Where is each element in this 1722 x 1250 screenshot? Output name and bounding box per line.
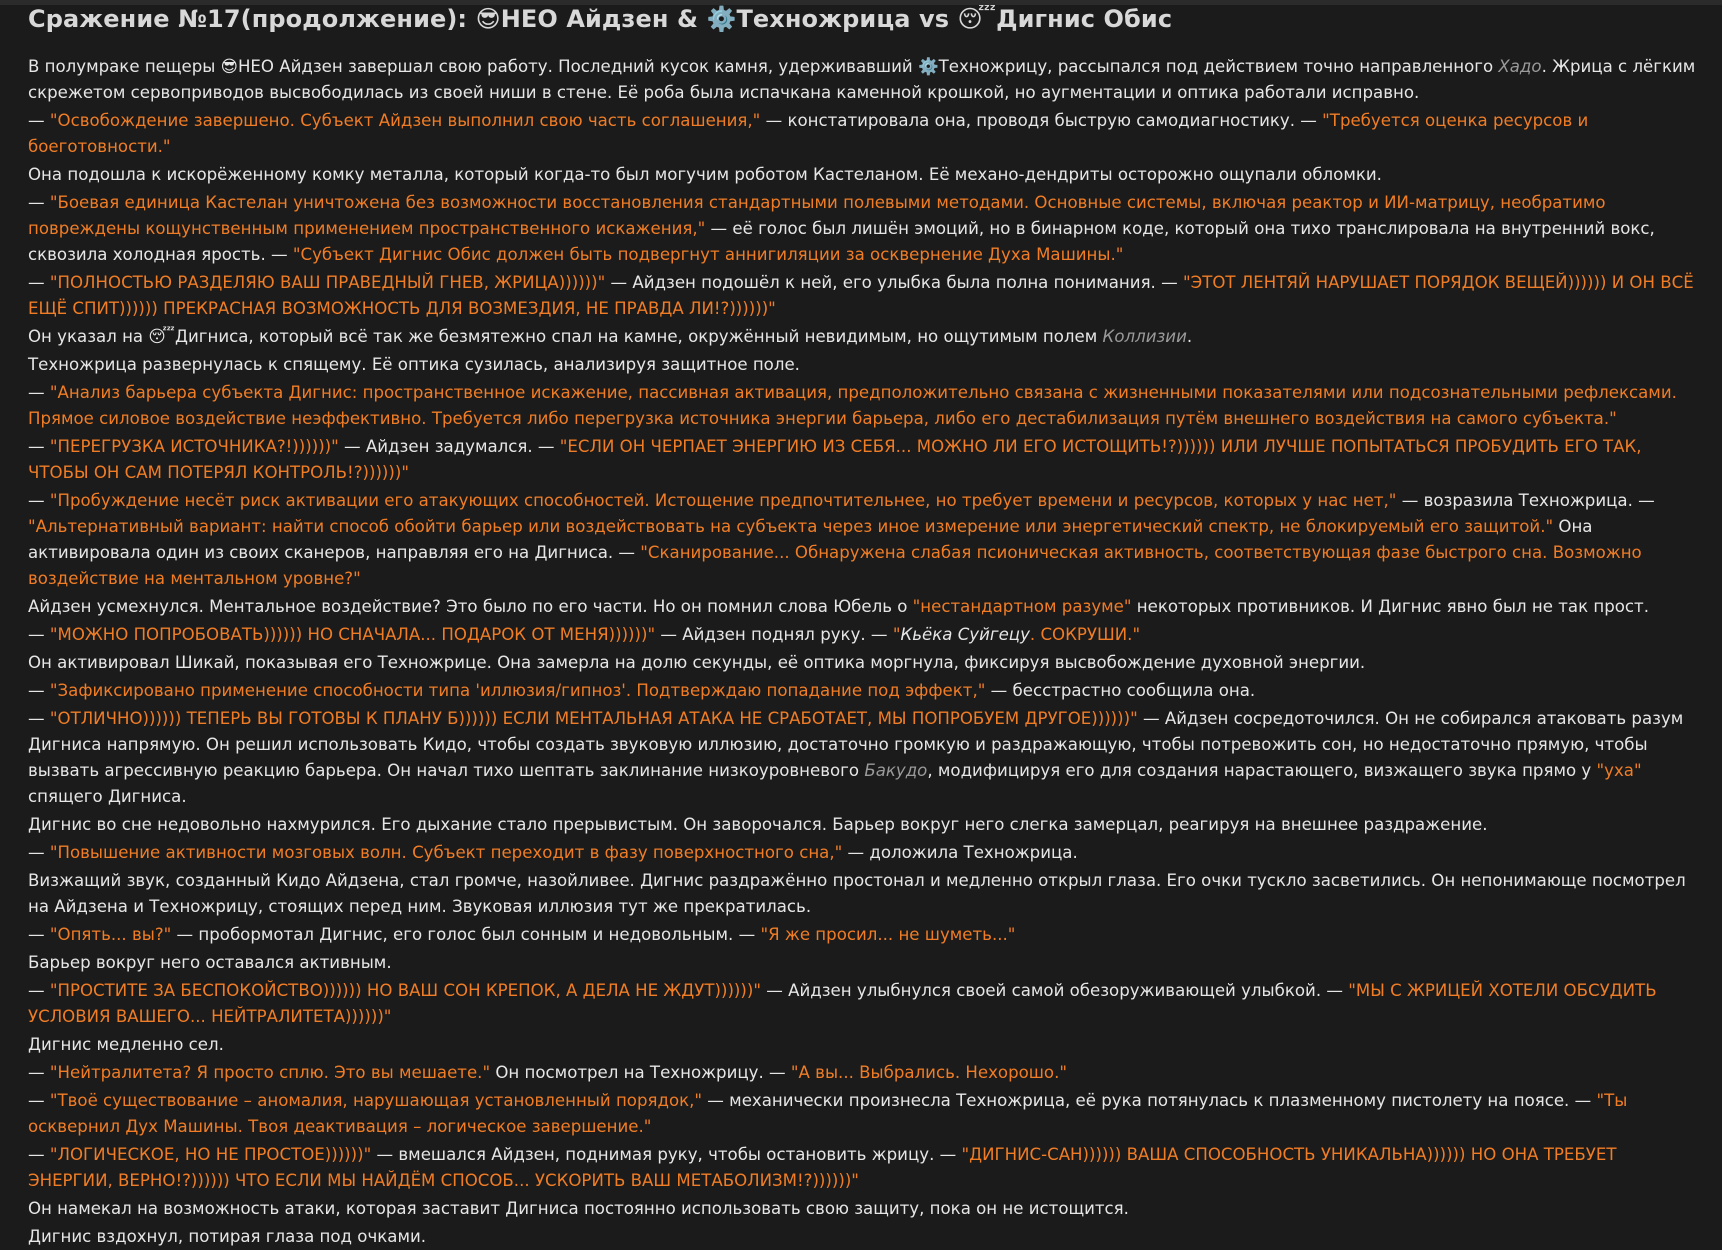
narration-text: Техножрицу, рассыпался под действием точно направленного bbox=[938, 57, 1499, 76]
narration-text: — пробормотал Дигнис, его голос был сонным и недовольным. — bbox=[171, 925, 761, 944]
speech-text: "ОТЛИЧНО)))))) ТЕПЕРЬ ВЫ ГОТОВЫ К ПЛАНУ Б)))))) ЕСЛИ МЕНТАЛЬНАЯ АТАКА НЕ СРАБОТАЕТ, МЫ ПОПРОБУЕМ ДРУГОЕ))))))" bbox=[49, 709, 1138, 728]
story-paragraph bbox=[28, 1142, 1704, 1194]
story-paragraph bbox=[28, 1032, 1704, 1058]
emoji-icon: 😴 bbox=[148, 327, 175, 346]
story-paragraph bbox=[28, 594, 1704, 620]
story-paragraph bbox=[28, 1196, 1704, 1222]
narration-text: — Айдзен сосредоточился. Он не собирался атаковать разум Дигниса напрямую. Он решил использовать Кидо, чтобы создать звуковую иллюзию, достаточно громкую и раздражающую, чтобы потревожить сон, но недостаточно прямую, чтобы вызвать агрессивную реакцию барьера. Он начал тихо шептать заклинание низкоуровневого bbox=[28, 709, 1684, 780]
narration-text: — Айдзен улыбнулся своей самой обезоруживающей улыбкой. — bbox=[760, 981, 1349, 1000]
speech-text: "Субъект Дигнис Обис должен быть подвергнут аннигиляции за осквернение Духа Машины." bbox=[292, 245, 1124, 264]
story-paragraph bbox=[28, 978, 1704, 1030]
narration-text: — вмешался Айдзен, поднимая руку, чтобы остановить жрицу. — bbox=[371, 1145, 962, 1164]
page-title: Сражение №17(продолжение): 😎НЕО Айдзен & ⚙️Техножрица vs 😴Дигнис Обис bbox=[28, 5, 1173, 33]
story-paragraph bbox=[28, 1224, 1704, 1250]
speech-text: "МОЖНО ПОПРОБОВАТЬ)))))) НО СНАЧАЛА... ПОДАРОК ОТ МЕНЯ))))))" bbox=[49, 625, 656, 644]
narration-text: — bbox=[28, 1091, 50, 1110]
speech-text: "МЫ С ЖРИЦЕЙ ХОТЕЛИ ОБСУДИТЬ УСЛОВИЯ ВАШЕГО... НЕЙТРАЛИТЕТА))))))" bbox=[28, 981, 1657, 1026]
narration-text: — механически произнесла Техножрица, её рука потянулась к плазменному пистолету на поясе. — bbox=[702, 1091, 1597, 1110]
speech-text: "Нейтралитета? Я просто сплю. Это вы мешаете." bbox=[49, 1063, 491, 1082]
narration-text: — bbox=[28, 981, 50, 1000]
story-paragraph bbox=[28, 324, 1704, 350]
narration-text: — bbox=[28, 1145, 50, 1164]
narration-text: — bbox=[28, 681, 50, 700]
narration-text: Он активировал Шикай, показывая его Техножрице. Она замерла на долю секунды, её оптика моргнула, фиксируя высвобождение духовной энергии. bbox=[28, 653, 1366, 672]
technique-name: Бакудо bbox=[864, 761, 928, 780]
narration-text: — bbox=[28, 625, 50, 644]
speech-text: "ЕСЛИ ОН ЧЕРПАЕТ ЭНЕРГИЮ ИЗ СЕБЯ... МОЖНО ЛИ ЕГО ИСТОЩИТЬ!?)))))) ИЛИ ЛУЧШЕ ПОПЫТАТЬСЯ ПРОБУДИТЬ ЕГО ТАК, ЧТОБЫ ОН САМ ПОТЕРЯЛ КОНТРОЛЬ!?))))))" bbox=[28, 437, 1642, 482]
speech-text: "Анализ барьера субъекта Дигнис: пространственное искажение, пассивная активация, предположительно связана с жизненными показателями или подсознательными рефлексами. Прямое силовое воздействие неэффективно. Требуется либо перегрузка источника энергии барьера, либо его дестабилизация путём внешнего воздействия на самого субъекта." bbox=[28, 383, 1677, 428]
narration-text: — bbox=[28, 437, 50, 456]
speech-text: "ДИГНИС-САН)))))) ВАША СПОСОБНОСТЬ УНИКАЛЬНА)))))) НО ОНА ТРЕБУЕТ ЭНЕРГИИ, ВЕРНО!?)))))) ЧТО ЕСЛИ МЫ НАЙДЁМ СПОСОБ... УСКОРИТЬ ВАШ МЕТАБОЛИЗМ!?))))))" bbox=[28, 1145, 1617, 1190]
narration-text: — bbox=[28, 111, 50, 130]
narration-text: спящего Дигниса. bbox=[28, 787, 187, 806]
emoji-icon: ⚙️ bbox=[917, 57, 939, 76]
story-paragraph bbox=[28, 650, 1704, 676]
story-paragraph bbox=[28, 162, 1704, 188]
story-body bbox=[28, 54, 1704, 1250]
narration-text: — Айдзен поднял руку. — bbox=[655, 625, 893, 644]
narration-text: . bbox=[1186, 327, 1193, 346]
narration-text: — бесстрастно сообщила она. bbox=[985, 681, 1256, 700]
narration-text: — bbox=[28, 709, 50, 728]
story-paragraph bbox=[28, 1088, 1704, 1140]
story-paragraph bbox=[28, 380, 1704, 432]
speech-text: "Альтернативный вариант: найти способ обойти барьер или воздействовать на субъекта через иное измерение или энергетический спектр, не блокируемый его защитой." bbox=[28, 517, 1554, 536]
narration-text: Она активировала один из своих сканеров, направляя его на Дигниса. — bbox=[28, 517, 1593, 562]
narration-text: — её голос был лишён эмоций, но в бинарном коде, который она тихо транслировала на внутренний вокс, сквозила холодная ярость. — bbox=[28, 219, 1655, 264]
speech-text: "ПЕРЕГРУЗКА ИСТОЧНИКА?!))))))" bbox=[49, 437, 339, 456]
narration-text: Дигниса, который всё так же безмятежно спал на камне, окружённый невидимым, но ощутимым полем bbox=[175, 327, 1103, 346]
speech-text: . СОКРУШИ." bbox=[1029, 625, 1141, 644]
story-paragraph bbox=[28, 922, 1704, 948]
story-paragraph bbox=[28, 1060, 1704, 1086]
story-paragraph bbox=[28, 434, 1704, 486]
story-paragraph bbox=[28, 352, 1704, 378]
narration-text: Он посмотрел на Техножрицу. — bbox=[490, 1063, 791, 1082]
emoji-icon: 😎 bbox=[220, 57, 238, 76]
story-paragraph bbox=[28, 812, 1704, 838]
narration-text: Барьер вокруг него оставался активным. bbox=[28, 953, 392, 972]
speech-text: "ПРОСТИТЕ ЗА БЕСПОКОЙСТВО)))))) НО ВАШ СОН КРЕПОК, А ДЕЛА НЕ ЖДУТ))))))" bbox=[49, 981, 761, 1000]
narration-text: — bbox=[28, 273, 50, 292]
narration-text: — Айдзен подошёл к ней, его улыбка была полна понимания. — bbox=[605, 273, 1183, 292]
narration-text: Он намекал на возможность атаки, которая заставит Дигниса постоянно использовать свою защиту, пока он не истощится. bbox=[28, 1199, 1129, 1218]
speech-text: "Освобождение завершено. Субъект Айдзен выполнил свою часть соглашения," bbox=[49, 111, 761, 130]
speech-text: "ЛОГИЧЕСКОЕ, НО НЕ ПРОСТОЕ))))))" bbox=[49, 1145, 372, 1164]
narration-text: Визжащий звук, созданный Кидо Айдзена, стал громче, назойливее. Дигнис раздражённо простонал и медленно открыл глаза. Его очки тускло засветились. Он непонимающе посмотрел на Айдзена и Техножрицу, стоящих перед ним. Звуковая иллюзия тут же прекратилась. bbox=[28, 871, 1686, 916]
story-paragraph bbox=[28, 54, 1704, 106]
speech-text: "Повышение активности мозговых волн. Субъект переходит в фазу поверхностного сна," bbox=[49, 843, 843, 862]
story-paragraph bbox=[28, 108, 1704, 160]
narration-text: — bbox=[28, 491, 50, 510]
story-paragraph bbox=[28, 706, 1704, 810]
story-paragraph bbox=[28, 840, 1704, 866]
narration-text: — доложила Техножрица. bbox=[842, 843, 1078, 862]
story-paragraph bbox=[28, 868, 1704, 920]
narration-text: НЕО Айдзен завершал свою работу. Последний кусок камня, удерживавший bbox=[237, 57, 918, 76]
story-paragraph bbox=[28, 678, 1704, 704]
speech-text: " bbox=[892, 625, 901, 644]
narration-text: Дигнис медленно сел. bbox=[28, 1035, 224, 1054]
narration-text: Он указал на bbox=[28, 327, 149, 346]
narration-text: Техножрица развернулась к спящему. Её оптика сузилась, анализируя защитное поле. bbox=[28, 355, 800, 374]
story-paragraph bbox=[28, 622, 1704, 648]
narration-text: Она подошла к искорёженному комку металла, который когда-то был могучим роботом Кастеланом. Её механо-дендриты осторожно ощупали обломки. bbox=[28, 165, 1382, 184]
narration-text: — bbox=[28, 1063, 50, 1082]
narration-text: — bbox=[28, 193, 50, 212]
narration-text: — Айдзен задумался. — bbox=[338, 437, 560, 456]
narration-text: . Жрица с лёгким скрежетом сервоприводов высвободилась из своей ниши в стене. Её роба была испачкана каменной крошкой, но аугментации и оптика работали исправно. bbox=[28, 57, 1696, 102]
narration-text: Айдзен усмехнулся. Ментальное воздействие? Это было по его части. Но он помнил слова Юбель о bbox=[28, 597, 913, 616]
speech-text: "Твоё существование – аномалия, нарушающая установленный порядок," bbox=[49, 1091, 703, 1110]
speech-text: "Боевая единица Кастелан уничтожена без возможности восстановления стандартными полевыми методами. Основные системы, включая реактор и ИИ-матрицу, необратимо повреждены кощунственным применением пространственного искажения," bbox=[28, 193, 1606, 238]
narration-text: — bbox=[28, 383, 50, 402]
narration-text: некоторых противников. И Дигнис явно был не так прост. bbox=[1131, 597, 1649, 616]
narration-text: — bbox=[28, 843, 50, 862]
narration-text: — возразила Техножрица. — bbox=[1396, 491, 1655, 510]
speech-text: "ПОЛНОСТЬЮ РАЗДЕЛЯЮ ВАШ ПРАВЕДНЫЙ ГНЕВ, ЖРИЦА))))))" bbox=[49, 273, 606, 292]
technique-name: Кьёка Суйгецу bbox=[900, 625, 1030, 644]
story-paragraph bbox=[28, 488, 1704, 592]
speech-text: "ЭТОТ ЛЕНТЯЙ НАРУШАЕТ ПОРЯДОК ВЕЩЕЙ)))))) И ОН ВСЁ ЕЩЁ СПИТ)))))) ПРЕКРАСНАЯ ВОЗМОЖНОСТЬ ДЛЯ ВОЗМЕЗДИЯ, НЕ ПРАВДА ЛИ!?))))))" bbox=[28, 273, 1694, 318]
speech-text: "Ты осквернил Дух Машины. Твоя деактивация – логическое завершение." bbox=[28, 1091, 1628, 1136]
narration-text: — bbox=[28, 925, 50, 944]
top-bar bbox=[0, 0, 1722, 5]
speech-text: "Зафиксировано применение способности типа 'иллюзия/гипноз'. Подтверждаю попадание под эффект," bbox=[49, 681, 986, 700]
technique-name: Хадо bbox=[1498, 57, 1542, 76]
narration-text: , модифицируя его для создания нарастающего, визжащего звука прямо у bbox=[927, 761, 1597, 780]
narration-text: Дигнис во сне недовольно нахмурился. Его дыхание стало прерывистым. Он заворочался. Барьер вокруг него слегка замерцал, реагируя на внешнее раздражение. bbox=[28, 815, 1488, 834]
speech-text: "Сканирование... Обнаружена слабая псионическая активность, соответствующая фазе быстрого сна. Возможно воздействие на ментальном уровне?" bbox=[28, 543, 1642, 588]
speech-text: "А вы... Выбрались. Нехорошо." bbox=[790, 1063, 1067, 1082]
story-paragraph bbox=[28, 950, 1704, 976]
narration-text: В полумраке пещеры bbox=[28, 57, 221, 76]
speech-text: "Требуется оценка ресурсов и боеготовности." bbox=[28, 111, 1589, 156]
story-paragraph bbox=[28, 270, 1704, 322]
story-paragraph bbox=[28, 190, 1704, 268]
speech-text: "нестандартном разуме" bbox=[912, 597, 1132, 616]
speech-text: "Я же просил... не шуметь..." bbox=[760, 925, 1016, 944]
speech-text: "уха" bbox=[1596, 761, 1642, 780]
narration-text: — констатировала она, проводя быструю самодиагностику. — bbox=[760, 111, 1323, 130]
speech-text: "Опять... вы?" bbox=[49, 925, 172, 944]
narration-text: Дигнис вздохнул, потирая глаза под очками. bbox=[28, 1227, 427, 1246]
technique-name: Коллизии bbox=[1102, 327, 1187, 346]
speech-text: "Пробуждение несёт риск активации его атакующих способностей. Истощение предпочтительнее, но требует времени и ресурсов, которых у нас нет," bbox=[49, 491, 1397, 510]
